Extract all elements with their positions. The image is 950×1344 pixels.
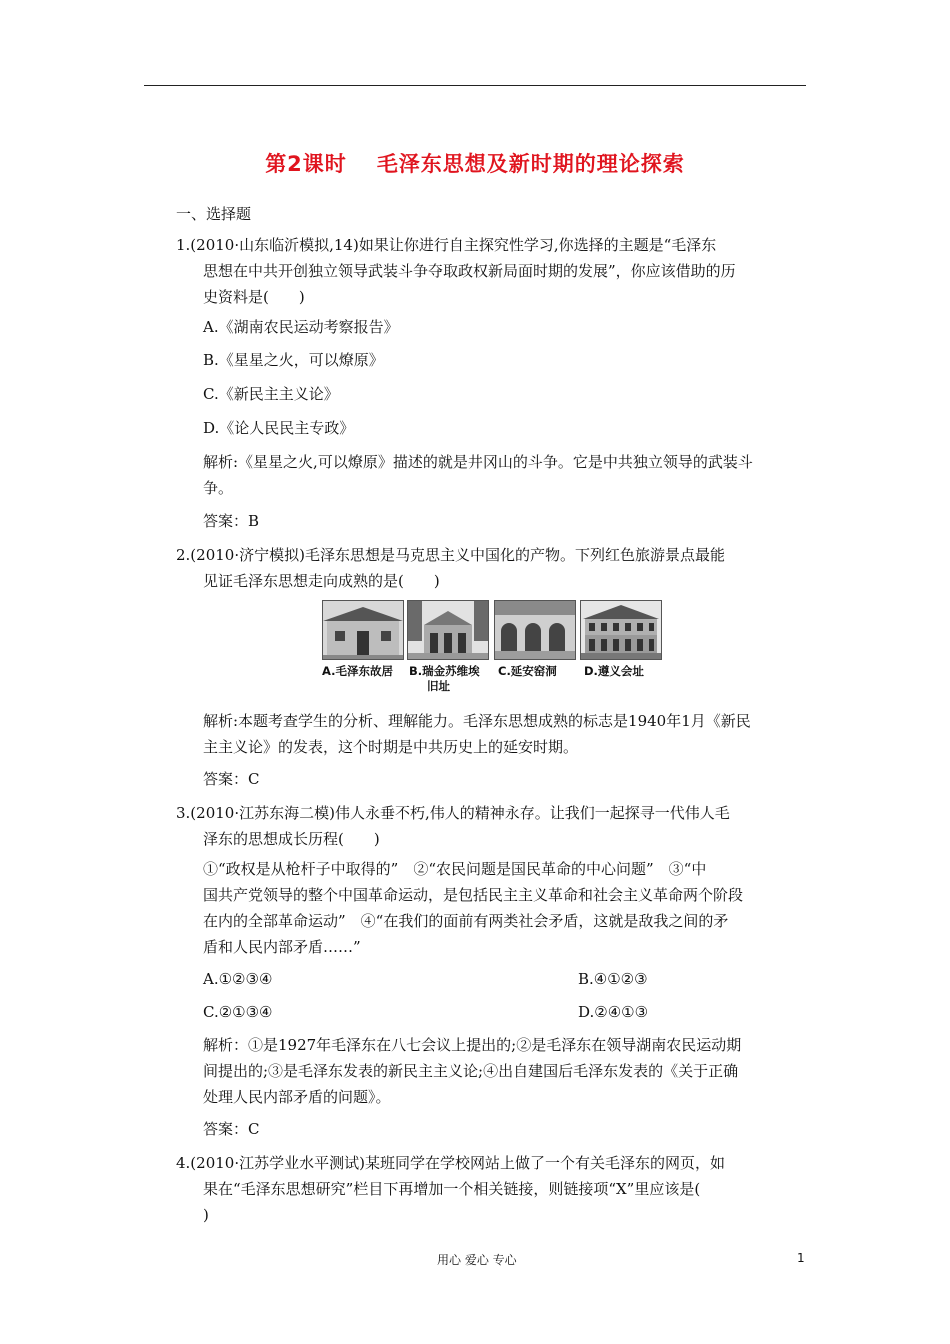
q3-analysis-3: 处理人民内部矛盾的问题》。: [203, 1088, 391, 1106]
q3-option-b: B.④①②③: [578, 970, 648, 988]
q3-item-line-1: ①“政权是从枪杆子中取得的” ②“农民问题是国民革命的中心问题” ③“中: [203, 860, 707, 878]
q4-line-2: 果在“毛泽东思想研究”栏目下再增加一个相关链接，则链接项“X”里应该是(: [203, 1180, 701, 1198]
q3-line-2: 泽东的思想成长历程( ): [203, 830, 380, 848]
photo-yanan-caves: [494, 600, 576, 660]
q3-item-line-4: 盾和人民内部矛盾……”: [203, 938, 361, 956]
q2-line-1: 2.(2010·济宁模拟)毛泽东思想是马克思主义中国化的产物。下列红色旅游景点最能: [176, 546, 725, 564]
q3-line-1: 3.(2010·江苏东海二模)伟人永垂不朽,伟人的精神永存。让我们一起探寻一代伟人毛: [176, 804, 730, 822]
page-title: [0, 148, 950, 178]
caption-d: D.遵义会址: [584, 664, 644, 678]
caption-b: B.瑞金苏维埃: [409, 664, 480, 678]
q3-analysis-2: 间提出的;③是毛泽东发表的新民主主义论;④出自建国后毛泽东发表的《关于正确: [203, 1062, 739, 1080]
page-number: 1: [797, 1251, 805, 1265]
q1-analysis-1: 解析:《星星之火,可以燎原》描述的就是井冈山的斗争。它是中共独立领导的武装斗: [203, 453, 753, 471]
q1-option-a: A.《湖南农民运动考察报告》: [203, 318, 399, 336]
q2-analysis-2: 主主义论》的发表，这个时期是中共历史上的延安时期。: [203, 738, 579, 756]
photo-zunyi-site: [580, 600, 662, 660]
q3-item-line-2: 国共产党领导的整个中国革命运动，是包括民主主义革命和社会主义革命两个阶段: [203, 886, 744, 904]
q1-line-1: 1.(2010·山东临沂模拟,14)如果让你进行自主探究性学习,你选择的主题是“毛泽东: [176, 236, 717, 254]
q4-line-3: ): [203, 1206, 209, 1224]
title-topic: 毛泽东思想及新时期的理论探索: [376, 152, 685, 176]
q2-photo-strip: [322, 600, 662, 695]
q3-option-a: A.①②③④: [203, 970, 273, 988]
header-rule: [144, 85, 806, 86]
caption-c: C.延安窑洞: [498, 664, 557, 678]
q1-line-2: 思想在中共开创独立领导武装斗争夺取政权新局面时期的发展”，你应该借助的历: [203, 262, 736, 280]
q3-analysis-1: 解析：①是1927年毛泽东在八七会议上提出的;②是毛泽东在领导湖南农民运动期: [203, 1036, 742, 1054]
q2-analysis-1: 解析:本题考查学生的分析、理解能力。毛泽东思想成熟的标志是1940年1月《新民: [203, 712, 751, 730]
q3-option-c: C.②①③④: [203, 1003, 273, 1021]
q2-line-2: 见证毛泽东思想走向成熟的是( ): [203, 572, 440, 590]
q1-option-b: B.《星星之火，可以燎原》: [203, 351, 384, 369]
q1-answer: 答案：B: [203, 512, 260, 530]
q1-option-c: C.《新民主主义论》: [203, 385, 339, 403]
q1-analysis-2: 争。: [203, 479, 234, 497]
caption-a: A.毛泽东故居: [322, 664, 393, 678]
q3-answer: 答案：C: [203, 1120, 260, 1138]
caption-b-line-2: 旧址: [427, 679, 450, 693]
footer-slogan: 用心 爱心 专心: [437, 1253, 517, 1267]
section-heading: 一、选择题: [176, 205, 252, 223]
q4-line-1: 4.(2010·江苏学业水平测试)某班同学在学校网站上做了一个有关毛泽东的网页，如: [176, 1154, 725, 1172]
title-lesson: 第2课时: [265, 152, 347, 176]
q3-option-d: D.②④①③: [578, 1003, 649, 1021]
q1-option-d: D.《论人民民主专政》: [203, 419, 355, 437]
q2-answer: 答案：C: [203, 770, 260, 788]
q1-line-3: 史资料是( ): [203, 288, 305, 306]
photo-former-residence: [322, 600, 404, 660]
photo-ruijin-site: [407, 600, 489, 660]
q3-item-line-3: 在内的全部革命运动” ④“在我们的面前有两类社会矛盾，这就是敌我之间的矛: [203, 912, 729, 930]
